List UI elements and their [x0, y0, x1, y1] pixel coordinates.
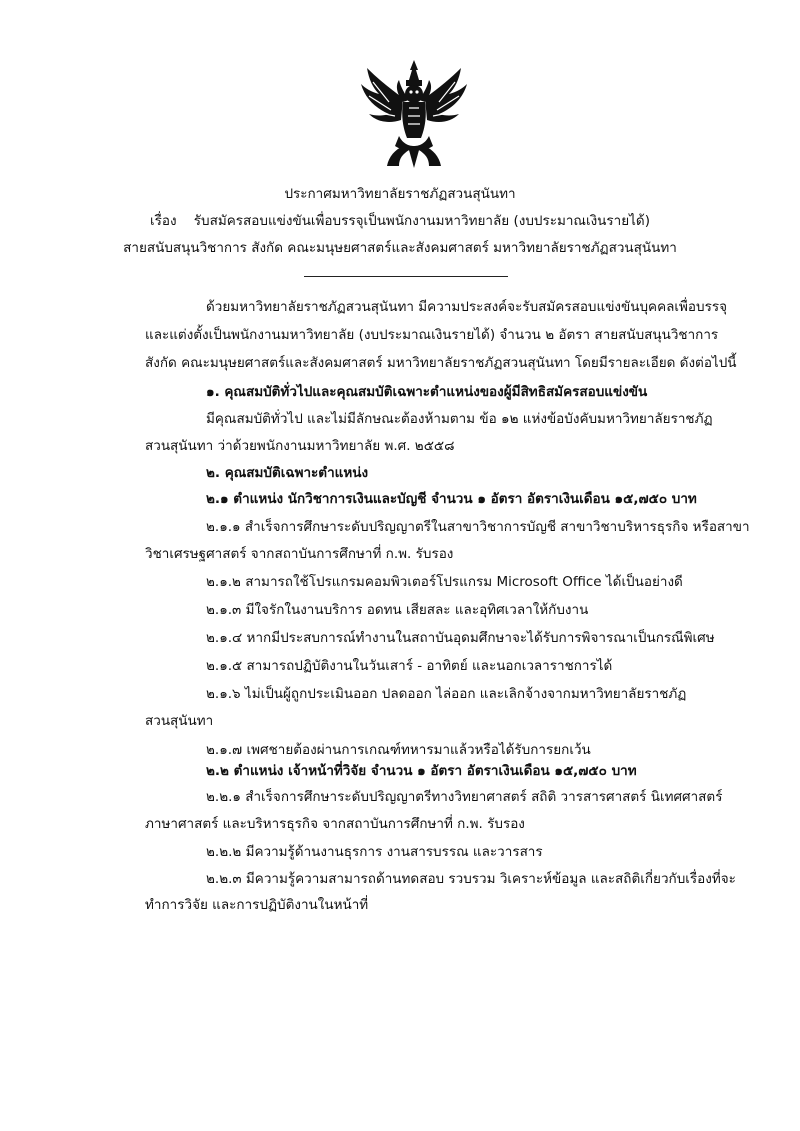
- section-1-line-1: มีคุณสมบัติทั่วไป และไม่มีลักษณะต้องห้ามตาม ข้อ ๑๒ แห่งข้อบังคับมหาวิทยาลัยราชภัฏ: [206, 411, 713, 427]
- position-1-item-2: ๒.๑.๒ สามารถใช้โปรแกรมคอมพิวเตอร์โปรแกรม Microsoft Office ได้เป็นอย่างดี: [206, 574, 683, 590]
- intro-line-2: และแต่งตั้งเป็นพนักงานมหาวิทยาลัย (งบประมาณเงินรายได้) จำนวน ๒ อัตรา สายสนับสนุนวิชาการ: [145, 327, 719, 343]
- announcement-title: ประกาศมหาวิทยาลัยราชภัฏสวนสุนันทา: [284, 186, 516, 202]
- position-1-item-5: ๒.๑.๕ สามารถปฏิบัติงานในวันเสาร์ - อาทิตย์ และนอกเวลาราชการได้: [206, 658, 613, 674]
- position-1-heading: ๒.๑ ตำแหน่ง นักวิชาการเงินและบัญชี จำนวน ๑ อัตรา อัตราเงินเดือน ๑๕,๗๕๐ บาท: [206, 491, 697, 507]
- subject-line: [0, 209, 800, 231]
- position-2-item-3: ๒.๒.๓ มีความรู้ความสามารถด้านทดสอบ รวบรวม วิเคราะห์ข้อมูล และสถิติเกี่ยวกับเรื่องที่จะ: [206, 871, 736, 887]
- section-1-heading: ๑. คุณสมบัติทั่วไปและคุณสมบัติเฉพาะตำแหน่งของผู้มีสิทธิสมัครสอบแข่งขัน: [206, 384, 648, 400]
- intro-line-3: สังกัด คณะมนุษยศาสตร์และสังคมศาสตร์ มหาวิทยาลัยราชภัฏสวนสุนันทา โดยมีรายละเอียด ดังต่อไปนี้: [145, 355, 737, 371]
- section-1-line-2: สวนสุนันทา ว่าด้วยพนักงานมหาวิทยาลัย พ.ศ. ๒๕๕๘: [145, 438, 455, 454]
- intro-line-1: ด้วยมหาวิทยาลัยราชภัฏสวนสุนันทา มีความประสงค์จะรับสมัครสอบแข่งขันบุคคลเพื่อบรรจุ: [206, 299, 727, 315]
- subject-label: เรื่อง: [150, 213, 177, 229]
- subject-subline: สายสนับสนุนวิชาการ สังกัด คณะมนุษยศาสตร์และสังคมศาสตร์ มหาวิทยาลัยราชภัฏสวนสุนันทา: [123, 240, 677, 256]
- position-1-item-4: ๒.๑.๔ หากมีประสบการณ์ทำงานในสถาบันอุดมศึกษาจะได้รับการพิจารณาเป็นกรณีพิเศษ: [206, 630, 715, 646]
- position-1-item-1: ๒.๑.๑ สำเร็จการศึกษาระดับปริญญาตรีในสาขาวิชาการบัญชี สาขาวิชาบริหารธุรกิจ หรือสาขา: [206, 519, 750, 535]
- section-2-heading: ๒. คุณสมบัติเฉพาะตำแหน่ง: [206, 465, 369, 481]
- position-2-item-1-cont: ภาษาศาสตร์ และบริหารธุรกิจ จากสถาบันการศึกษาที่ ก.พ. รับรอง: [145, 816, 525, 832]
- position-1-item-3: ๒.๑.๓ มีใจรักในงานบริการ อดทน เสียสละ และอุทิศเวลาให้กับงาน: [206, 602, 589, 618]
- position-2-item-3-cont: ทำการวิจัย และการปฏิบัติงานในหน้าที่: [145, 897, 369, 913]
- position-2-item-2: ๒.๒.๒ มีความรู้ด้านงานธุรการ งานสารบรรณ และวารสาร: [206, 844, 543, 860]
- position-1-item-6-cont: สวนสุนันทา: [145, 713, 214, 729]
- position-2-item-1: ๒.๒.๑ สำเร็จการศึกษาระดับปริญญาตรีทางวิทยาศาสตร์ สถิติ วารสารศาสตร์ นิเทศศาสตร์: [206, 789, 723, 805]
- header-divider: [304, 276, 508, 277]
- subject-text: รับสมัครสอบแข่งขันเพื่อบรรจุเป็นพนักงานมหาวิทยาลัย (งบประมาณเงินรายได้): [193, 213, 650, 229]
- position-1-item-7: ๒.๑.๗ เพศชายต้องผ่านการเกณฑ์ทหารมาแล้วหรือได้รับการยกเว้น: [206, 742, 591, 758]
- position-2-heading: ๒.๒ ตำแหน่ง เจ้าหน้าที่วิจัย จำนวน ๑ อัตรา อัตราเงินเดือน ๑๕,๗๕๐ บาท: [206, 763, 637, 779]
- garuda-emblem: [359, 58, 469, 170]
- position-1-item-1-cont: วิชาเศรษฐศาสตร์ จากสถาบันการศึกษาที่ ก.พ. รับรอง: [145, 546, 454, 562]
- position-1-item-6: ๒.๑.๖ ไม่เป็นผู้ถูกประเมินออก ปลดออก ไล่ออก และเลิกจ้างจากมหาวิทยาลัยราชภัฏ: [206, 686, 687, 702]
